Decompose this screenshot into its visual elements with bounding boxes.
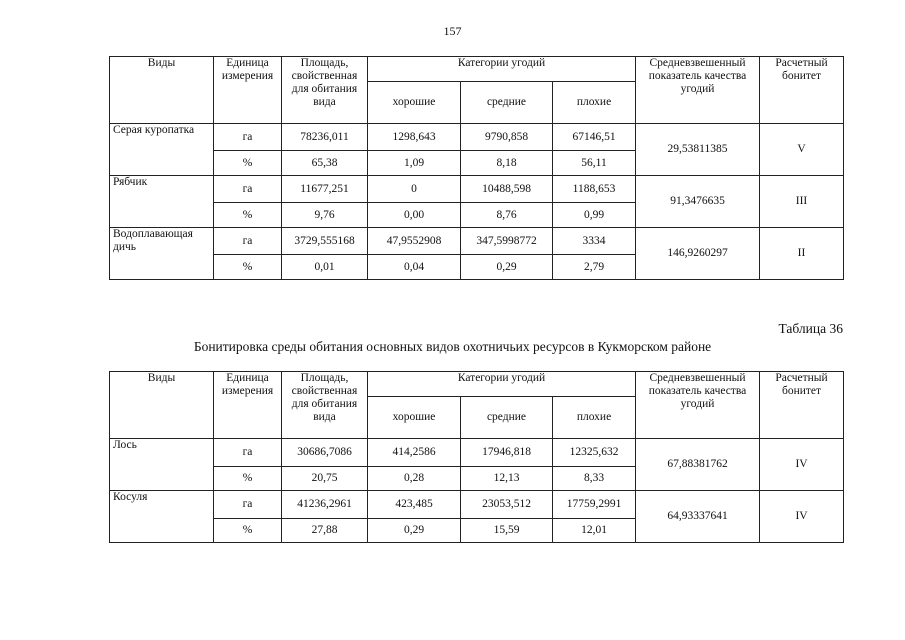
header-bonitet: Расчетный бонитет	[760, 57, 844, 124]
header-medium: средние	[461, 397, 553, 439]
medium-cell: 12,13	[461, 467, 553, 491]
header-categories: Категории угодий	[368, 57, 636, 82]
bonitet-table-2	[109, 371, 844, 543]
header-area: Площадь, свойственная для обитания вида	[282, 372, 368, 439]
good-cell: 0,29	[368, 519, 461, 543]
area-cell: 9,76	[282, 203, 368, 228]
poor-cell: 12,01	[553, 519, 636, 543]
area-cell: 30686,7086	[282, 439, 368, 467]
table-row	[110, 176, 844, 203]
weighted-quality-cell: 29,53811385	[636, 124, 760, 176]
medium-cell: 8,76	[461, 203, 553, 228]
species-name: Косуля	[110, 491, 214, 543]
header-unit: Единица измерения	[214, 372, 282, 439]
medium-cell: 23053,512	[461, 491, 553, 519]
unit-cell: га	[214, 439, 282, 467]
poor-cell: 17759,2991	[553, 491, 636, 519]
area-cell: 41236,2961	[282, 491, 368, 519]
medium-cell: 10488,598	[461, 176, 553, 203]
poor-cell: 2,79	[553, 255, 636, 280]
header-species: Виды	[110, 372, 214, 439]
area-cell: 27,88	[282, 519, 368, 543]
header-poor: плохие	[553, 397, 636, 439]
medium-cell: 0,29	[461, 255, 553, 280]
area-cell: 65,38	[282, 151, 368, 176]
poor-cell: 3334	[553, 228, 636, 255]
header-poor: плохие	[553, 82, 636, 124]
species-name: Лось	[110, 439, 214, 491]
poor-cell: 12325,632	[553, 439, 636, 467]
header-good: хорошие	[368, 82, 461, 124]
table-title: Бонитировка среды обитания основных видов охотничьих ресурсов в Кукморском районе	[193, 339, 712, 354]
poor-cell: 8,33	[553, 467, 636, 491]
bonitet-cell: III	[760, 176, 844, 228]
species-name: Рябчик	[110, 176, 214, 228]
good-cell: 0,04	[368, 255, 461, 280]
unit-cell: %	[214, 151, 282, 176]
weighted-quality-cell: 67,88381762	[636, 439, 760, 491]
poor-cell: 1188,653	[553, 176, 636, 203]
header-species: Виды	[110, 57, 214, 124]
good-cell: 0	[368, 176, 461, 203]
header-weighted-quality: Средневзвешенный показатель качества угодий	[636, 372, 760, 439]
medium-cell: 8,18	[461, 151, 553, 176]
poor-cell: 56,11	[553, 151, 636, 176]
table-caption: Таблица 36	[778, 321, 843, 336]
good-cell: 0,28	[368, 467, 461, 491]
good-cell: 0,00	[368, 203, 461, 228]
medium-cell: 17946,818	[461, 439, 553, 467]
table-row	[110, 491, 844, 519]
medium-cell: 9790,858	[461, 124, 553, 151]
medium-cell: 347,5998772	[461, 228, 553, 255]
bonitet-cell: V	[760, 124, 844, 176]
header-good: хорошие	[368, 397, 461, 439]
medium-cell: 15,59	[461, 519, 553, 543]
area-cell: 0,01	[282, 255, 368, 280]
header-bonitet: Расчетный бонитет	[760, 372, 844, 439]
unit-cell: га	[214, 176, 282, 203]
unit-cell: га	[214, 124, 282, 151]
good-cell: 47,9552908	[368, 228, 461, 255]
header-area: Площадь, свойственная для обитания вида	[282, 57, 368, 124]
bonitet-cell: IV	[760, 439, 844, 491]
header-unit: Единица измерения	[214, 57, 282, 124]
good-cell: 1,09	[368, 151, 461, 176]
unit-cell: га	[214, 228, 282, 255]
table-row	[110, 228, 844, 255]
bonitet-cell: IV	[760, 491, 844, 543]
unit-cell: %	[214, 519, 282, 543]
weighted-quality-cell: 91,3476635	[636, 176, 760, 228]
species-name: Водоплавающая дичь	[110, 228, 214, 280]
area-cell: 20,75	[282, 467, 368, 491]
area-cell: 78236,011	[282, 124, 368, 151]
bonitet-table-1	[109, 56, 844, 280]
poor-cell: 0,99	[553, 203, 636, 228]
table-row	[110, 124, 844, 151]
area-cell: 11677,251	[282, 176, 368, 203]
header-weighted-quality: Средневзвешенный показатель качества угодий	[636, 57, 760, 124]
unit-cell: %	[214, 203, 282, 228]
table-row	[110, 439, 844, 467]
header-medium: средние	[461, 82, 553, 124]
bonitet-cell: II	[760, 228, 844, 280]
header-categories: Категории угодий	[368, 372, 636, 397]
good-cell: 423,485	[368, 491, 461, 519]
weighted-quality-cell: 64,93337641	[636, 491, 760, 543]
unit-cell: га	[214, 491, 282, 519]
species-name: Серая куропатка	[110, 124, 214, 176]
poor-cell: 67146,51	[553, 124, 636, 151]
weighted-quality-cell: 146,9260297	[636, 228, 760, 280]
unit-cell: %	[214, 255, 282, 280]
unit-cell: %	[214, 467, 282, 491]
area-cell: 3729,555168	[282, 228, 368, 255]
page-number: 157	[443, 24, 462, 38]
good-cell: 414,2586	[368, 439, 461, 467]
good-cell: 1298,643	[368, 124, 461, 151]
